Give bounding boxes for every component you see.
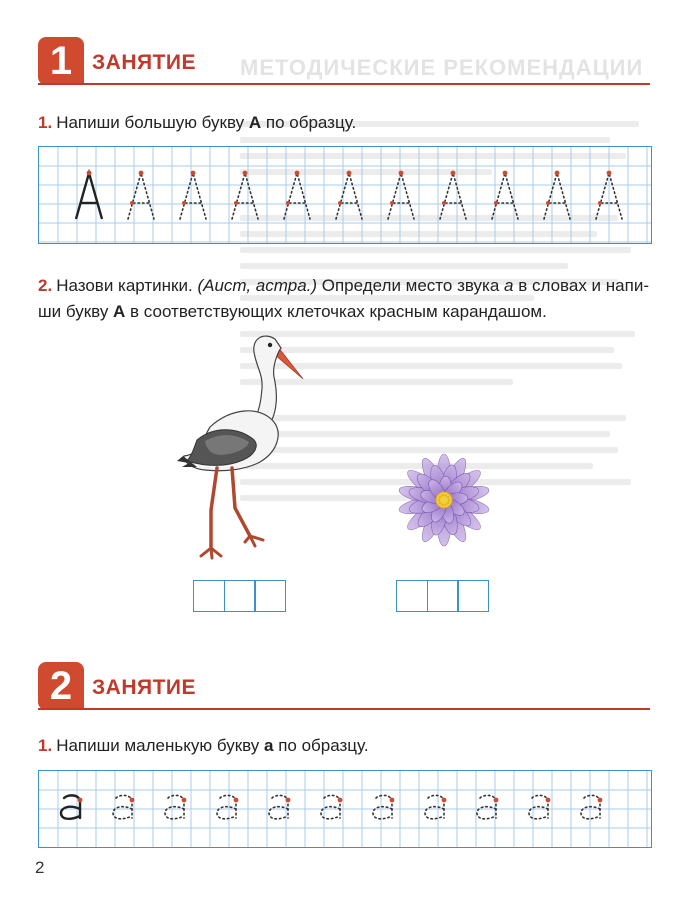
traceable-letter-A (336, 171, 362, 219)
aster-stamen (438, 499, 441, 502)
stork-illustration (175, 322, 310, 567)
aster-stamen (439, 502, 442, 505)
answer-cell[interactable] (396, 580, 428, 612)
answer-cell[interactable] (193, 580, 225, 612)
traceable-letter-a (269, 795, 290, 818)
lesson-2-number-badge: 2 (38, 662, 84, 710)
traceable-letter-A (388, 171, 414, 219)
sample-letter-a (61, 795, 82, 818)
aster-stamen (441, 503, 444, 506)
traceable-letter-a (425, 795, 446, 818)
aster-sound-cells[interactable] (396, 580, 489, 612)
traceable-letter-a (113, 795, 134, 818)
traceable-letter-a (529, 795, 550, 818)
lesson-2-rule (38, 708, 650, 710)
page-number: 2 (35, 858, 45, 877)
small-a-writing-grid[interactable] (38, 770, 652, 848)
lesson-1-title: ЗАНЯТИЕ (92, 51, 197, 74)
lesson-2-title: ЗАНЯТИЕ (92, 676, 197, 699)
traceable-letter-A (232, 171, 258, 219)
sample-letter-A (76, 171, 102, 219)
traceable-letter-A (544, 171, 570, 219)
traceable-letter-a (373, 795, 394, 818)
traceable-letter-A (128, 171, 154, 219)
stork-sound-cells[interactable] (193, 580, 286, 612)
ghost-title: МЕТОДИЧЕСКИЕ РЕКОМЕНДАЦИИ (240, 55, 644, 80)
answer-cell[interactable] (254, 580, 286, 612)
aster-stamen (448, 499, 451, 502)
traceable-letter-A (440, 171, 466, 219)
aster-stamen (444, 503, 447, 506)
lesson-1-rule (38, 83, 650, 85)
aster-stamen (447, 502, 450, 505)
answer-cell[interactable] (427, 580, 459, 612)
lesson-1-number-badge: 1 (38, 37, 84, 85)
aster-stamen (439, 496, 442, 499)
small-a-tracing-svg (39, 771, 651, 847)
capital-a-writing-grid[interactable] (38, 146, 652, 244)
lesson-1-task-1: 1. Напиши большую букву А по образцу. (38, 113, 357, 132)
traceable-letter-A (284, 171, 310, 219)
lesson-1-task-2: 2. Назови картинки. (Аист, астра.) Определи место звука а в словах и напи- ши букву А в соответствующих клеточках красным карандашом. (38, 276, 649, 321)
capital-a-tracing-svg (39, 147, 651, 243)
answer-cell[interactable] (224, 580, 256, 612)
traceable-letter-a (165, 795, 186, 818)
aster-stamen (441, 494, 444, 497)
target-letter: А (248, 113, 262, 132)
task-number: 1. (38, 113, 53, 132)
aster-flower-illustration (385, 448, 503, 548)
traceable-letter-a (217, 795, 238, 818)
aster-stamen (447, 496, 450, 499)
traceable-letter-a (581, 795, 602, 818)
lesson-2-task-1: 1. Напиши маленькую букву а по образцу. (38, 736, 369, 755)
answer-cell[interactable] (457, 580, 489, 612)
aster-stamen (444, 494, 447, 497)
traceable-letter-A (180, 171, 206, 219)
